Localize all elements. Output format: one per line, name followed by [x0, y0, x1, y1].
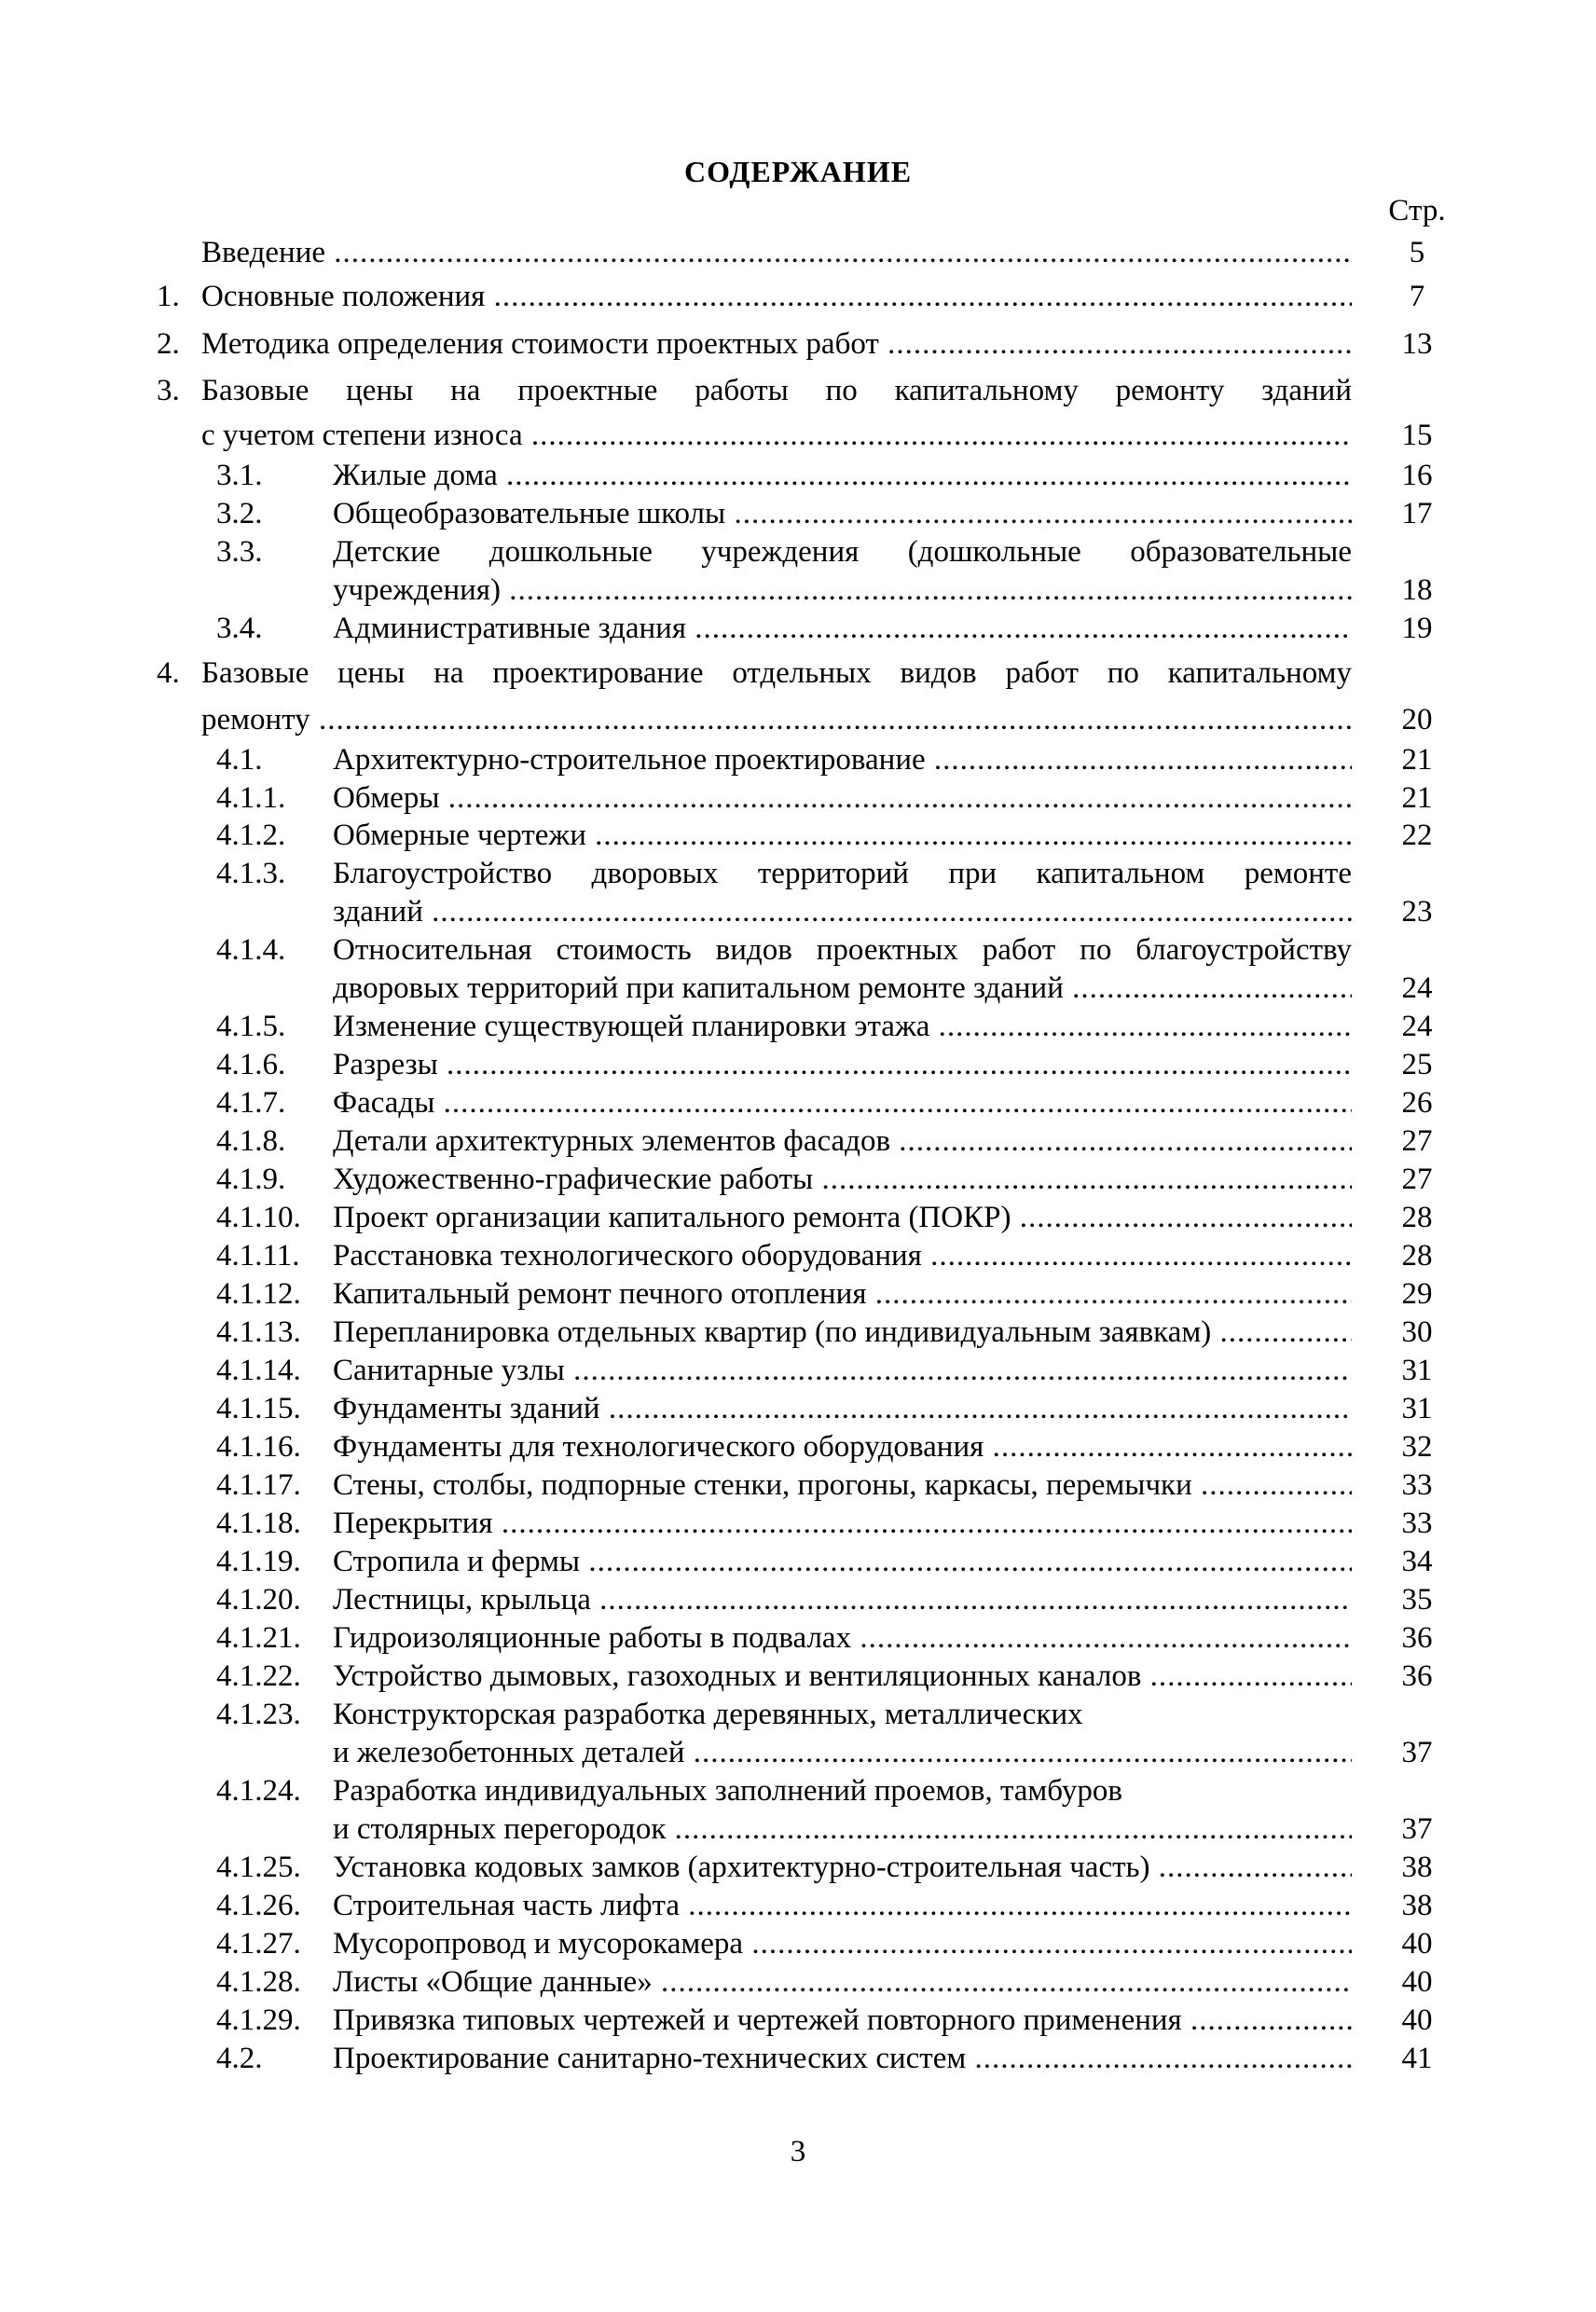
toc-entry-title: Проектирование санитарно-технических систем ..... [333, 2040, 1352, 2078]
toc-entry-page: 37 [1401, 1736, 1433, 1769]
toc-entry-page: 13 [1401, 327, 1433, 361]
toc-entry-number: 3.4. [216, 612, 263, 645]
toc-entry-title: и столярных перегородок ..... [333, 1810, 1352, 1849]
toc-entry-title: зданий ..... [333, 893, 1352, 931]
toc-entry-number: 4.1.26. [216, 1889, 301, 1922]
toc-entry-title-line: Разработка индивидуальных заполнений проемов, тамбуров [333, 1774, 1122, 1808]
toc-entry-title: Фундаменты зданий ..... [333, 1390, 1352, 1428]
toc-entry-number: 3.3. [216, 535, 263, 569]
toc-entry-title: Общеобразовательные школы ..... [333, 495, 1352, 533]
toc-entry-number: 4.1.17. [216, 1468, 301, 1502]
toc-entry-number: 4.1.29. [216, 2003, 301, 2037]
toc-entry-title: с учетом степени износа ..... [201, 417, 1352, 455]
toc-entry-number: 4.1.10. [216, 1201, 301, 1234]
toc-entry-page: 26 [1401, 1086, 1433, 1120]
toc-entry-title-line: Базовые цены на проектные работы по капитальному ремонту зданий [201, 374, 1352, 407]
toc-entry-title: Листы «Общие данные» ..... [333, 1963, 1352, 2002]
toc-entry-page: 21 [1401, 781, 1433, 815]
toc-entry-number: 4.1.19. [216, 1545, 301, 1578]
toc-entry-number: 4.1.3. [216, 857, 286, 890]
toc-entry-page: 7 [1409, 280, 1425, 313]
toc-entry-title: дворовых территорий при капитальном ремонте зданий ..... [333, 970, 1352, 1008]
toc-entry-page: 36 [1401, 1659, 1433, 1693]
toc-entry-title: Административные здания ..... [333, 610, 1352, 648]
toc-entry-title: Гидроизоляционные работы в подвалах ..... [333, 1619, 1352, 1658]
toc-entry-page: 33 [1401, 1507, 1433, 1540]
toc-entry-page: 31 [1401, 1392, 1433, 1425]
toc-entry-title: Строительная часть лифта ..... [333, 1887, 1352, 1925]
toc-entry-number: 4.1. [216, 743, 263, 777]
toc-entry-title: Лестницы, крыльца ..... [333, 1581, 1352, 1619]
toc-entry-number: 4.1.15. [216, 1392, 301, 1425]
toc-entry-title: Основные положения ..... [201, 278, 1352, 316]
toc-entry-number: 4.1.2. [216, 819, 286, 852]
toc-entry-number: 4.1.13. [216, 1315, 301, 1349]
toc-entry-page: 40 [1401, 2003, 1433, 2037]
toc-entry-page: 15 [1401, 419, 1433, 452]
toc-entry-page: 29 [1401, 1277, 1433, 1311]
toc-entry-page: 40 [1401, 1965, 1433, 1999]
toc-entry-page: 16 [1401, 459, 1433, 492]
toc-entry-title: Расстановка технологического оборудования ..... [333, 1237, 1352, 1275]
toc-entry-title: Художественно-графические работы ..... [333, 1161, 1352, 1199]
toc-entry-title: Методика определения стоимости проектных работ ..... [201, 325, 1352, 364]
toc-entry-number: 4.1.11. [216, 1239, 300, 1273]
toc-entry-title: Архитектурно-строительное проектирование ..... [333, 741, 1352, 779]
toc-entry-number: 4.1.8. [216, 1124, 286, 1158]
toc-entry-number: 3.2. [216, 497, 263, 530]
toc-entry-title: Привязка типовых чертежей и чертежей повторного применения ..... [333, 2002, 1352, 2040]
toc-entry-page: 33 [1401, 1468, 1433, 1502]
toc-entry-page: 28 [1401, 1201, 1433, 1234]
toc-entry-title: Стропила и фермы ..... [333, 1543, 1352, 1581]
toc-entry-title: Введение ..... [201, 234, 1352, 272]
toc-entry-number: 2. [157, 327, 180, 361]
toc-entry-number: 3. [157, 374, 180, 407]
toc-entry-page: 28 [1401, 1239, 1433, 1273]
toc-entry-page: 30 [1401, 1315, 1433, 1349]
toc-entry-number: 4.1.16. [216, 1430, 301, 1464]
toc-entry-page: 34 [1401, 1545, 1433, 1578]
toc-entry-title-line: Благоустройство дворовых территорий при капитальном ремонте [333, 857, 1352, 890]
toc-entry-number: 4.1.7. [216, 1086, 286, 1120]
toc-entry-page: 36 [1401, 1621, 1433, 1655]
toc-entry-page: 5 [1409, 236, 1425, 269]
toc-entry-number: 4.1.21. [216, 1621, 301, 1655]
toc-entry-title: Жилые дома ..... [333, 457, 1352, 495]
toc-entry-title: Фасады ..... [333, 1084, 1352, 1122]
page-column-header: Стр. [1388, 194, 1446, 227]
toc-entry-page: 27 [1401, 1163, 1433, 1196]
toc-entry-page: 18 [1401, 573, 1433, 607]
toc-entry-number: 4.1.24. [216, 1774, 301, 1808]
toc-entry-number: 4.1.18. [216, 1507, 301, 1540]
toc-entry-number: 1. [157, 280, 180, 313]
toc-entry-number: 4.1.12. [216, 1277, 301, 1311]
page-number: 3 [790, 2135, 806, 2168]
toc-entry-title: Установка кодовых замков (архитектурно-строительная часть) ..... [333, 1849, 1352, 1887]
page-title: СОДЕРЖАНИЕ [683, 155, 913, 188]
toc-entry-page: 24 [1401, 1010, 1433, 1043]
toc-entry-title: Санитарные узлы ..... [333, 1352, 1352, 1390]
toc-entry-number: 4.1.20. [216, 1583, 301, 1617]
toc-entry-page: 23 [1401, 895, 1433, 929]
toc-entry-title: учреждения) ..... [333, 571, 1352, 610]
toc-entry-number: 4.1.4. [216, 933, 286, 967]
toc-entry-title-line: Конструкторская разработка деревянных, металлических [333, 1698, 1083, 1731]
toc-entry-page: 19 [1401, 612, 1433, 645]
toc-entry-title: Устройство дымовых, газоходных и вентиляционных каналов ..... [333, 1658, 1352, 1696]
toc-entry-title: ремонту ..... [201, 701, 1352, 739]
toc-entry-page: 31 [1401, 1354, 1433, 1387]
toc-entry-title: Перекрытия ..... [333, 1505, 1352, 1543]
toc-entry-title: Мусоропровод и мусорокамера ..... [333, 1925, 1352, 1963]
toc-entry-number: 4.1.28. [216, 1965, 301, 1999]
toc-entry-title: Детали архитектурных элементов фасадов ..... [333, 1122, 1352, 1161]
toc-entry-title: и железобетонных деталей ..... [333, 1734, 1352, 1772]
toc-entry-page: 25 [1401, 1048, 1433, 1081]
toc-entry-number: 4.1.23. [216, 1698, 301, 1731]
toc-entry-number: 4.1.9. [216, 1163, 286, 1196]
toc-entry-page: 22 [1401, 819, 1433, 852]
toc-entry-page: 35 [1401, 1583, 1433, 1617]
toc-entry-title: Разрезы ..... [333, 1046, 1352, 1084]
toc-entry-title: Обмерные чертежи ..... [333, 817, 1352, 855]
toc-entry-title-line: Относительная стоимость видов проектных работ по благоустройству [333, 933, 1352, 967]
toc-entry-page: 20 [1401, 703, 1433, 736]
toc-entry-number: 4.1.5. [216, 1010, 286, 1043]
toc-entry-number: 4.2. [216, 2042, 263, 2075]
toc-entry-page: 21 [1401, 743, 1433, 777]
toc-entry-title: Капитальный ремонт печного отопления ..... [333, 1275, 1352, 1314]
toc-entry-number: 4.1.25. [216, 1851, 301, 1884]
toc-entry-page: 24 [1401, 971, 1433, 1005]
toc-entry-number: 4. [157, 656, 180, 690]
toc-entry-page: 38 [1401, 1851, 1433, 1884]
toc-entry-title-line: Базовые цены на проектирование отдельных видов работ по капитальному [201, 656, 1352, 690]
toc-entry-title: Изменение существующей планировки этажа ..... [333, 1008, 1352, 1046]
toc-entry-title-line: Детские дошкольные учреждения (дошкольные образовательные [333, 535, 1352, 569]
toc-entry-page: 27 [1401, 1124, 1433, 1158]
toc-entry-title: Фундаменты для технологического оборудования ..... [333, 1428, 1352, 1466]
toc-entry-page: 40 [1401, 1927, 1433, 1961]
toc-entry-title: Стены, столбы, подпорные стенки, прогоны, каркасы, перемычки ..... [333, 1466, 1352, 1505]
toc-entry-page: 38 [1401, 1889, 1433, 1922]
toc-entry-title: Обмеры ..... [333, 779, 1352, 818]
toc-entry-number: 3.1. [216, 459, 263, 492]
toc-entry-number: 4.1.14. [216, 1354, 301, 1387]
toc-entry-page: 17 [1401, 497, 1433, 530]
toc-entry-title: Перепланировка отдельных квартир (по индивидуальным заявкам) ..... [333, 1314, 1352, 1352]
toc-entry-number: 4.1.22. [216, 1659, 301, 1693]
toc-entry-number: 4.1.1. [216, 781, 286, 815]
toc-entry-page: 32 [1401, 1430, 1433, 1464]
toc-entry-number: 4.1.6. [216, 1048, 286, 1081]
toc-entry-page: 41 [1401, 2042, 1433, 2075]
toc-entry-title: Проект организации капитального ремонта (ПОКР) ..... [333, 1199, 1352, 1237]
toc-entry-page: 37 [1401, 1812, 1433, 1846]
toc-entry-number: 4.1.27. [216, 1927, 301, 1961]
